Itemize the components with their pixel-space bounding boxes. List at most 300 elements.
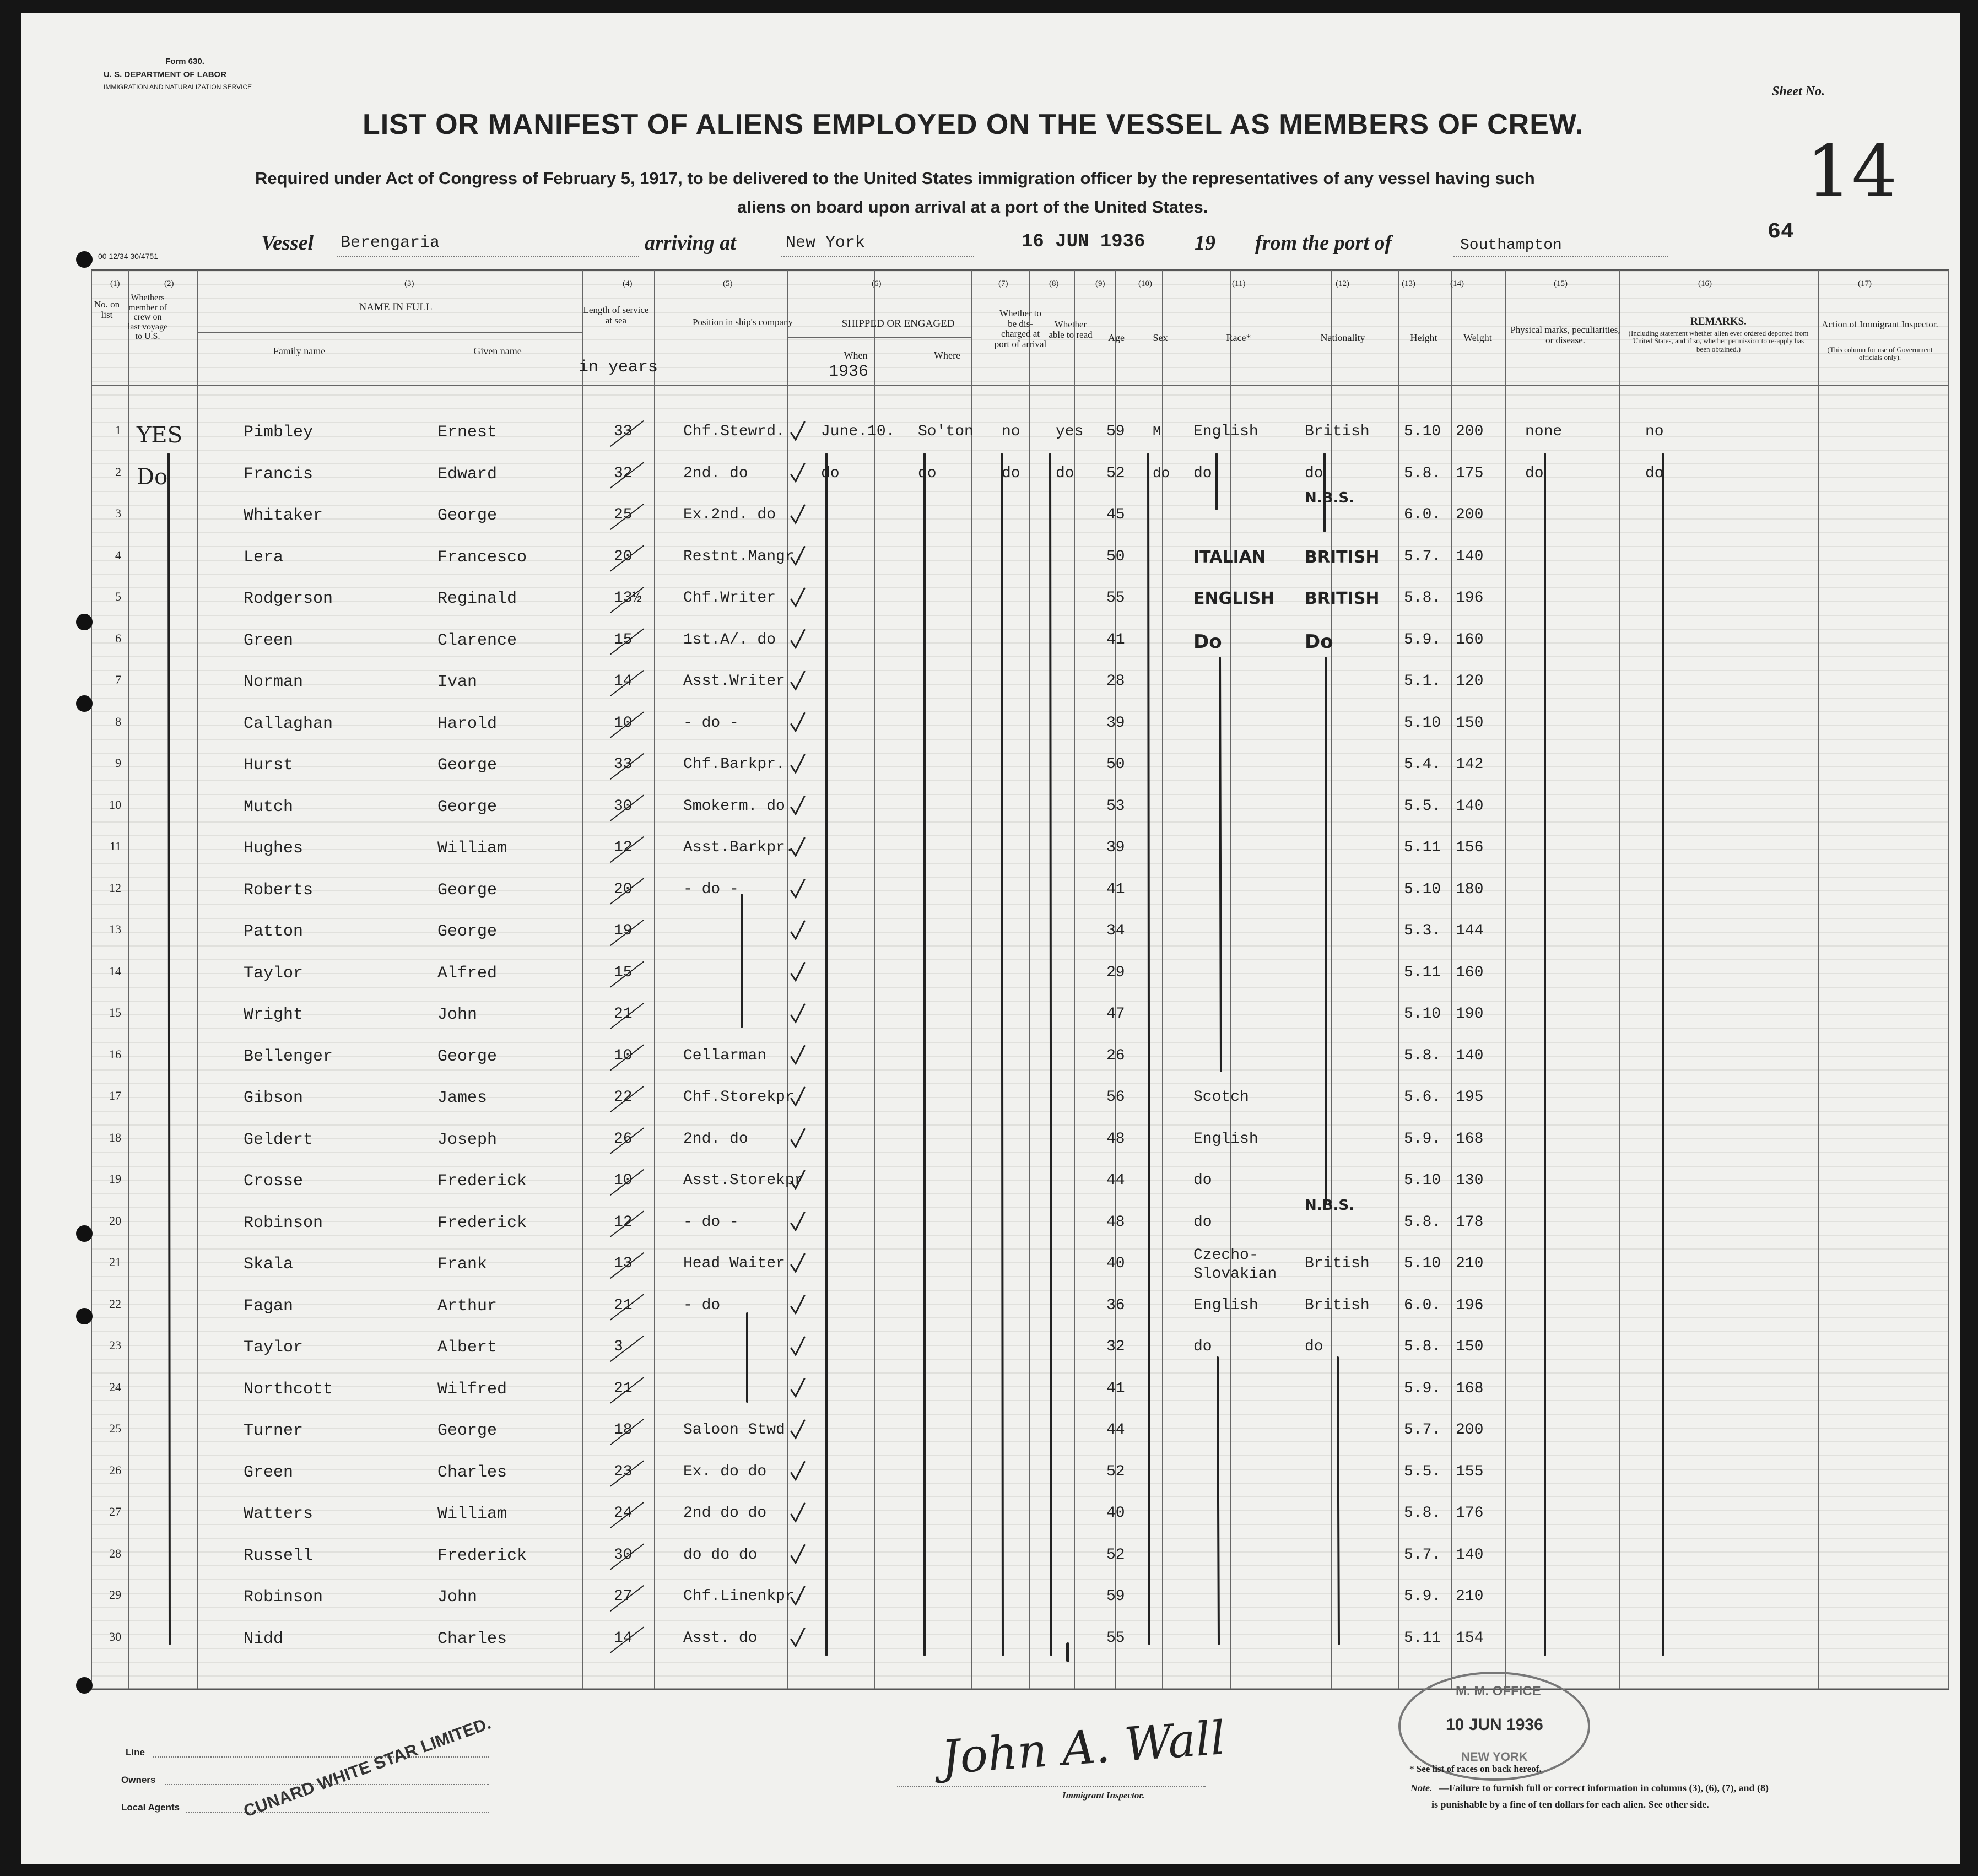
column-number: (12)	[1336, 279, 1349, 288]
weight: 142	[1456, 756, 1484, 773]
column-number: (8)	[1049, 279, 1059, 288]
arriving-label: arriving at	[645, 231, 736, 255]
service-slash-mark	[610, 796, 644, 821]
vessel-label: Vessel	[261, 231, 314, 255]
given-name: Harold	[437, 714, 498, 733]
position: Restnt.Mangr.	[683, 548, 804, 565]
age: 47	[1106, 1005, 1125, 1023]
weight: 140	[1456, 548, 1484, 565]
row-number: 22	[109, 1296, 121, 1311]
shipped-where: do	[918, 464, 937, 482]
given-name: John	[437, 1588, 478, 1607]
service-slash-mark	[610, 1544, 644, 1570]
service-slash-mark	[610, 1003, 644, 1029]
able-to-read: yes	[1056, 423, 1084, 440]
nationality: N.B.S.	[1305, 1197, 1354, 1214]
given-name: Frank	[437, 1255, 488, 1274]
given-name: Frederick	[437, 1546, 527, 1565]
row-number: 6	[115, 631, 121, 645]
sheet-label: Sheet No.	[1772, 84, 1825, 99]
weight: 150	[1456, 1338, 1484, 1355]
weight: 168	[1456, 1130, 1484, 1148]
service-slash-mark	[610, 671, 644, 696]
service-slash-mark	[610, 1586, 644, 1611]
check-mark	[791, 1337, 804, 1355]
weight: 120	[1456, 673, 1484, 690]
weight: 156	[1456, 839, 1484, 856]
service-slash-mark	[610, 587, 644, 613]
weight: 200	[1456, 1421, 1484, 1439]
header-member-last-voyage: Whethers member of crew on last voyage to U.S.	[127, 293, 168, 342]
weight: 175	[1456, 464, 1484, 482]
service-years: 30	[614, 1546, 633, 1564]
given-name: Arthur	[437, 1296, 498, 1316]
family-name: Francis	[244, 464, 314, 484]
height: 5.9.	[1404, 1130, 1441, 1148]
nationality: Do	[1305, 630, 1333, 653]
age: 52	[1106, 1463, 1125, 1480]
family-name: Watters	[244, 1505, 314, 1523]
row-number: 25	[109, 1421, 121, 1435]
header-race: Race*	[1226, 332, 1251, 343]
family-name: Bellenger	[244, 1047, 333, 1066]
local-agents-label: Local Agents	[121, 1802, 180, 1813]
family-name: Rodgerson	[244, 590, 333, 608]
height: 5.9.	[1404, 1380, 1441, 1397]
family-name: Lera	[244, 548, 284, 567]
service-slash-mark	[610, 504, 644, 529]
position: Asst.Storekpr	[683, 1172, 804, 1189]
weight: 140	[1456, 1047, 1484, 1064]
weight: 144	[1456, 922, 1484, 939]
service-years: 12	[614, 839, 633, 856]
row-number: 1	[115, 423, 121, 437]
office-stamp-top: M. M. OFFICE	[1456, 1684, 1541, 1699]
check-mark	[791, 963, 804, 981]
check-mark	[791, 1545, 804, 1563]
family-name: Green	[244, 631, 294, 650]
age: 29	[1106, 964, 1125, 981]
nationality: do	[1305, 464, 1323, 482]
row-number: 14	[109, 964, 121, 978]
header-given-name: Given name	[473, 345, 522, 356]
nationality: British	[1305, 423, 1370, 440]
age: 59	[1106, 423, 1125, 440]
column-number: (14)	[1450, 279, 1464, 288]
position: Asst. do	[683, 1629, 758, 1647]
race: do	[1193, 1213, 1212, 1231]
year-label: 19	[1195, 231, 1215, 255]
age: 48	[1106, 1213, 1125, 1231]
inspector-signature: John A. Wall	[939, 1711, 1227, 1785]
service-years: 33	[614, 423, 633, 440]
service-slash-mark	[610, 712, 644, 738]
row-number: 2	[115, 464, 121, 479]
row-number: 12	[109, 880, 121, 895]
to-be-discharged: do	[1002, 464, 1020, 482]
print-code: 00 12/34 30/4751	[98, 252, 158, 261]
given-name: John	[437, 1005, 478, 1024]
check-mark	[791, 921, 804, 939]
race: English	[1193, 1296, 1258, 1314]
position: do do do	[683, 1546, 758, 1564]
position: Chf.Writer	[683, 590, 776, 607]
check-mark	[791, 880, 804, 898]
service-years: 24	[614, 1505, 633, 1522]
shipped-when: June.10.	[821, 423, 895, 440]
position: Asst.Writer	[683, 673, 785, 690]
family-name: Taylor	[244, 964, 304, 983]
age: 32	[1106, 1338, 1125, 1355]
service-label: IMMIGRATION AND NATURALIZATION SERVICE	[104, 83, 252, 91]
departure-port: Southampton	[1460, 237, 1562, 254]
race: Scotch	[1193, 1089, 1249, 1106]
position: Chf.Storekpr.	[683, 1089, 804, 1106]
header-position: Position in ship's company	[692, 317, 793, 327]
weight: 155	[1456, 1463, 1484, 1480]
check-mark	[791, 1004, 804, 1022]
family-name: Norman	[244, 673, 304, 691]
row-number: 21	[109, 1255, 121, 1269]
column-number: (7)	[998, 279, 1008, 288]
service-slash-mark	[610, 1378, 644, 1403]
family-name: Hurst	[244, 756, 294, 775]
service-slash-mark	[610, 754, 644, 779]
nationality: N.B.S.	[1305, 490, 1354, 506]
header-age: Age	[1108, 332, 1125, 343]
column-number: (9)	[1095, 279, 1105, 288]
service-years: 25	[614, 506, 633, 523]
header-family-name: Family name	[273, 345, 326, 356]
position: Chf.Stewrd.	[683, 423, 785, 440]
row-number: 20	[109, 1213, 121, 1228]
column-number: (13)	[1402, 279, 1415, 288]
able-to-read: do	[1056, 464, 1074, 482]
age: 56	[1106, 1089, 1125, 1106]
remarks: do	[1645, 464, 1664, 482]
height: 5.8.	[1404, 1338, 1441, 1355]
check-mark	[791, 588, 804, 606]
height: 5.10	[1404, 1172, 1441, 1189]
age: 44	[1106, 1421, 1125, 1439]
given-name: Charles	[437, 1629, 507, 1648]
ditto-line-race-mid	[1220, 658, 1221, 1071]
arrival-port: New York	[786, 234, 866, 252]
given-name: William	[437, 1505, 507, 1523]
column-number: (17)	[1858, 279, 1872, 288]
check-mark	[791, 713, 804, 731]
position: - do	[683, 1296, 721, 1314]
position: Saloon Stwd	[683, 1421, 785, 1439]
row-number: 17	[109, 1089, 121, 1102]
service-years: 22	[614, 1089, 633, 1106]
position: Chf.Barkpr.	[683, 756, 785, 773]
given-name: George	[437, 880, 498, 900]
weight: 154	[1456, 1629, 1484, 1647]
service-years: 10	[614, 714, 633, 732]
height: 5.7.	[1404, 1421, 1441, 1439]
from-port-label: from the port of	[1255, 231, 1392, 255]
position: 1st.A/. do	[683, 631, 776, 648]
family-name: Whitaker	[244, 506, 323, 525]
column-number: (11)	[1232, 279, 1246, 288]
signature-fill-line	[897, 1786, 1206, 1787]
position: 2nd do do	[683, 1505, 767, 1522]
check-mark	[791, 1462, 804, 1480]
header-name-in-full: NAME IN FULL	[359, 301, 433, 313]
position: Head Waiter	[683, 1255, 785, 1272]
remarks: no	[1645, 423, 1664, 440]
subtitle-line-1: Required under Act of Congress of February 5, 1917, to be delivered to the United States immigration officer by the representatives of any vessel having such	[255, 169, 1535, 188]
service-years: 15	[614, 964, 633, 981]
header-remarks-note: (Including statement whether alien ever ordered deported from United States, and if so, whether permission to re-apply has been obtained.)	[1628, 329, 1809, 353]
height: 5.9.	[1404, 1588, 1441, 1605]
family-name: Fagan	[244, 1296, 294, 1316]
age: 26	[1106, 1047, 1125, 1064]
row-number: 7	[115, 673, 121, 686]
age: 48	[1106, 1130, 1125, 1148]
given-name: Albert	[437, 1338, 498, 1357]
age: 55	[1106, 1629, 1125, 1647]
height: 5.10	[1404, 880, 1441, 898]
row-number: 10	[109, 797, 121, 812]
line-label: Line	[126, 1747, 145, 1758]
race: English	[1193, 1130, 1258, 1148]
given-name: Alfred	[437, 964, 498, 983]
service-slash-mark	[610, 1419, 644, 1445]
race: do	[1193, 1338, 1212, 1355]
weight: 210	[1456, 1255, 1484, 1272]
arrival-date: 16 JUN 1936	[1022, 231, 1145, 252]
service-years: 32	[614, 464, 633, 482]
weight: 200	[1456, 506, 1484, 523]
service-years: 12	[614, 1213, 633, 1231]
family-name: Hughes	[244, 839, 304, 858]
weight: 196	[1456, 1296, 1484, 1314]
row-number: 16	[109, 1047, 121, 1061]
race: do	[1193, 1172, 1212, 1189]
column-number: (15)	[1554, 279, 1568, 288]
check-mark	[791, 1296, 804, 1313]
given-name: Edward	[437, 464, 498, 484]
column-number: (5)	[723, 279, 733, 288]
service-years: 23	[614, 1463, 633, 1480]
sex: do	[1153, 464, 1170, 482]
height: 5.10	[1404, 714, 1441, 732]
weight: 178	[1456, 1213, 1484, 1231]
height: 5.10	[1404, 423, 1441, 440]
row-number: 4	[115, 548, 121, 562]
height: 5.3.	[1404, 922, 1441, 939]
position: Ex.2nd. do	[683, 506, 776, 523]
check-mark	[791, 1587, 804, 1604]
height: 5.8.	[1404, 1505, 1441, 1522]
row-number: 5	[115, 590, 121, 603]
row-number: 15	[109, 1005, 121, 1019]
form-number: Form 630.	[165, 57, 204, 66]
family-name: Patton	[244, 922, 304, 941]
family-name: Pimbley	[244, 423, 314, 442]
age: 41	[1106, 1380, 1125, 1397]
age: 50	[1106, 756, 1125, 773]
vessel-name: Berengaria	[341, 234, 440, 252]
weight: 140	[1456, 797, 1484, 815]
position: Smokerm. do	[683, 797, 785, 815]
service-years: 21	[614, 1296, 633, 1314]
given-name: Frederick	[437, 1172, 527, 1191]
ditto-line-race-bottom	[1218, 1358, 1219, 1644]
age: 53	[1106, 797, 1125, 815]
row-number: 26	[109, 1463, 121, 1477]
race: ITALIAN	[1193, 547, 1266, 567]
service-slash-mark	[610, 421, 644, 446]
service-years: 13½	[614, 590, 642, 607]
agents-fill-line	[186, 1812, 489, 1813]
height: 5.8.	[1404, 1047, 1441, 1064]
age: 45	[1106, 506, 1125, 523]
column-number: (4)	[623, 279, 633, 288]
position: - do -	[683, 714, 739, 732]
check-mark	[791, 1420, 804, 1438]
service-slash-mark	[610, 629, 644, 655]
given-name: Joseph	[437, 1130, 498, 1149]
header-action-note: (This column for use of Government officials only).	[1827, 345, 1933, 362]
height: 5.7.	[1404, 548, 1441, 565]
given-name: Frederick	[437, 1213, 527, 1232]
row-number: 27	[109, 1505, 121, 1518]
family-name: Geldert	[244, 1130, 314, 1149]
height: 5.10	[1404, 1005, 1441, 1023]
given-name: Clarence	[437, 631, 517, 650]
age: 34	[1106, 922, 1125, 939]
age: 50	[1106, 548, 1125, 565]
row-number: 28	[109, 1546, 121, 1560]
check-mark	[791, 797, 804, 814]
service-years: 20	[614, 548, 633, 565]
row-number: 29	[109, 1588, 121, 1602]
row-number: 30	[109, 1629, 121, 1643]
weight: 200	[1456, 423, 1484, 440]
family-name: Wright	[244, 1005, 304, 1024]
height: 5.5.	[1404, 1463, 1441, 1480]
nationality: BRITISH	[1305, 589, 1380, 608]
family-name: Crosse	[244, 1172, 304, 1191]
manifest-sheet	[21, 13, 1960, 1864]
member-last-voyage: YES	[137, 423, 183, 448]
age: 36	[1106, 1296, 1125, 1314]
given-name: Charles	[437, 1463, 507, 1482]
height: 6.0.	[1404, 1296, 1441, 1314]
office-stamp-bottom: NEW YORK	[1461, 1750, 1528, 1764]
service-years: 15	[614, 631, 633, 648]
physical-marks: none	[1525, 423, 1563, 440]
given-name: George	[437, 797, 498, 817]
member-last-voyage: Do	[137, 464, 168, 490]
check-mark	[791, 422, 804, 440]
inspector-label: Immigrant Inspector.	[1062, 1790, 1145, 1801]
given-name: George	[437, 506, 498, 525]
family-name: Mutch	[244, 797, 294, 817]
shipped-where: So'ton	[918, 423, 974, 440]
check-mark	[791, 1504, 804, 1521]
service-years: 21	[614, 1005, 633, 1023]
weight: 168	[1456, 1380, 1484, 1397]
sheet-number: 14	[1806, 129, 1898, 213]
service-years: 14	[614, 1629, 633, 1647]
height: 6.0.	[1404, 506, 1441, 523]
races-note: * See list of races on back hereof.	[1409, 1764, 1542, 1774]
header-physical-marks: Physical marks, peculiarities, or disease.	[1510, 325, 1620, 345]
row-number: 8	[115, 714, 121, 728]
position: - do -	[683, 1213, 739, 1231]
check-mark	[791, 1629, 804, 1646]
check-mark	[791, 672, 804, 689]
check-mark	[791, 1213, 804, 1230]
column-number: (16)	[1698, 279, 1712, 288]
header-when: When	[844, 350, 868, 361]
header-in-years: in years	[579, 358, 658, 377]
nationality: BRITISH	[1305, 547, 1380, 567]
service-slash-mark	[610, 1170, 644, 1195]
race: do	[1193, 464, 1212, 482]
department-label: U. S. DEPARTMENT OF LABOR	[104, 70, 227, 79]
note-text-2: is punishable by a fine of ten dollars for each alien. See other side.	[1431, 1799, 1709, 1810]
weight: 190	[1456, 1005, 1484, 1023]
service-slash-mark	[610, 1461, 644, 1486]
service-years: 21	[614, 1380, 633, 1397]
age: 44	[1106, 1172, 1125, 1189]
age: 28	[1106, 673, 1125, 690]
shipped-when: do	[821, 464, 840, 482]
sex: M	[1153, 423, 1161, 440]
ditto-line-discharged	[1002, 454, 1003, 1655]
weight: 180	[1456, 880, 1484, 898]
check-mark	[791, 755, 804, 772]
service-years: 30	[614, 797, 633, 815]
service-slash-mark	[610, 1336, 644, 1361]
check-mark	[791, 464, 804, 482]
header-where: Where	[934, 350, 960, 361]
service-years: 20	[614, 880, 633, 898]
position: Cellarman	[683, 1047, 767, 1064]
row-number: 19	[109, 1172, 121, 1186]
header-shipped-engaged: SHIPPED OR ENGAGED	[841, 318, 955, 329]
age: 40	[1106, 1505, 1125, 1522]
check-mark	[791, 1088, 804, 1105]
service-slash-mark	[610, 1045, 644, 1071]
weight: 140	[1456, 1546, 1484, 1564]
owners-label: Owners	[121, 1775, 156, 1785]
row-number: 18	[109, 1130, 121, 1144]
family-name: Green	[244, 1463, 294, 1482]
weight: 150	[1456, 714, 1484, 732]
height: 5.6.	[1404, 1089, 1441, 1106]
subtitle-line-2: aliens on board upon arrival at a port of the United States.	[737, 197, 1208, 217]
check-mark	[791, 1379, 804, 1397]
position: Chf.Linenkpr.	[683, 1588, 804, 1605]
office-stamp-date: 10 JUN 1936	[1446, 1716, 1543, 1734]
ditto-line-member	[169, 454, 170, 1644]
family-name: Nidd	[244, 1629, 284, 1648]
service-years: 10	[614, 1172, 633, 1189]
service-years: 10	[614, 1047, 633, 1064]
weight: 130	[1456, 1172, 1484, 1189]
header-length-of-service: Length of service at sea	[583, 305, 649, 326]
header-when-year: 1936	[829, 363, 869, 381]
given-name: Wilfred	[437, 1380, 507, 1399]
row-number: 9	[115, 756, 121, 770]
service-slash-mark	[610, 1295, 644, 1320]
